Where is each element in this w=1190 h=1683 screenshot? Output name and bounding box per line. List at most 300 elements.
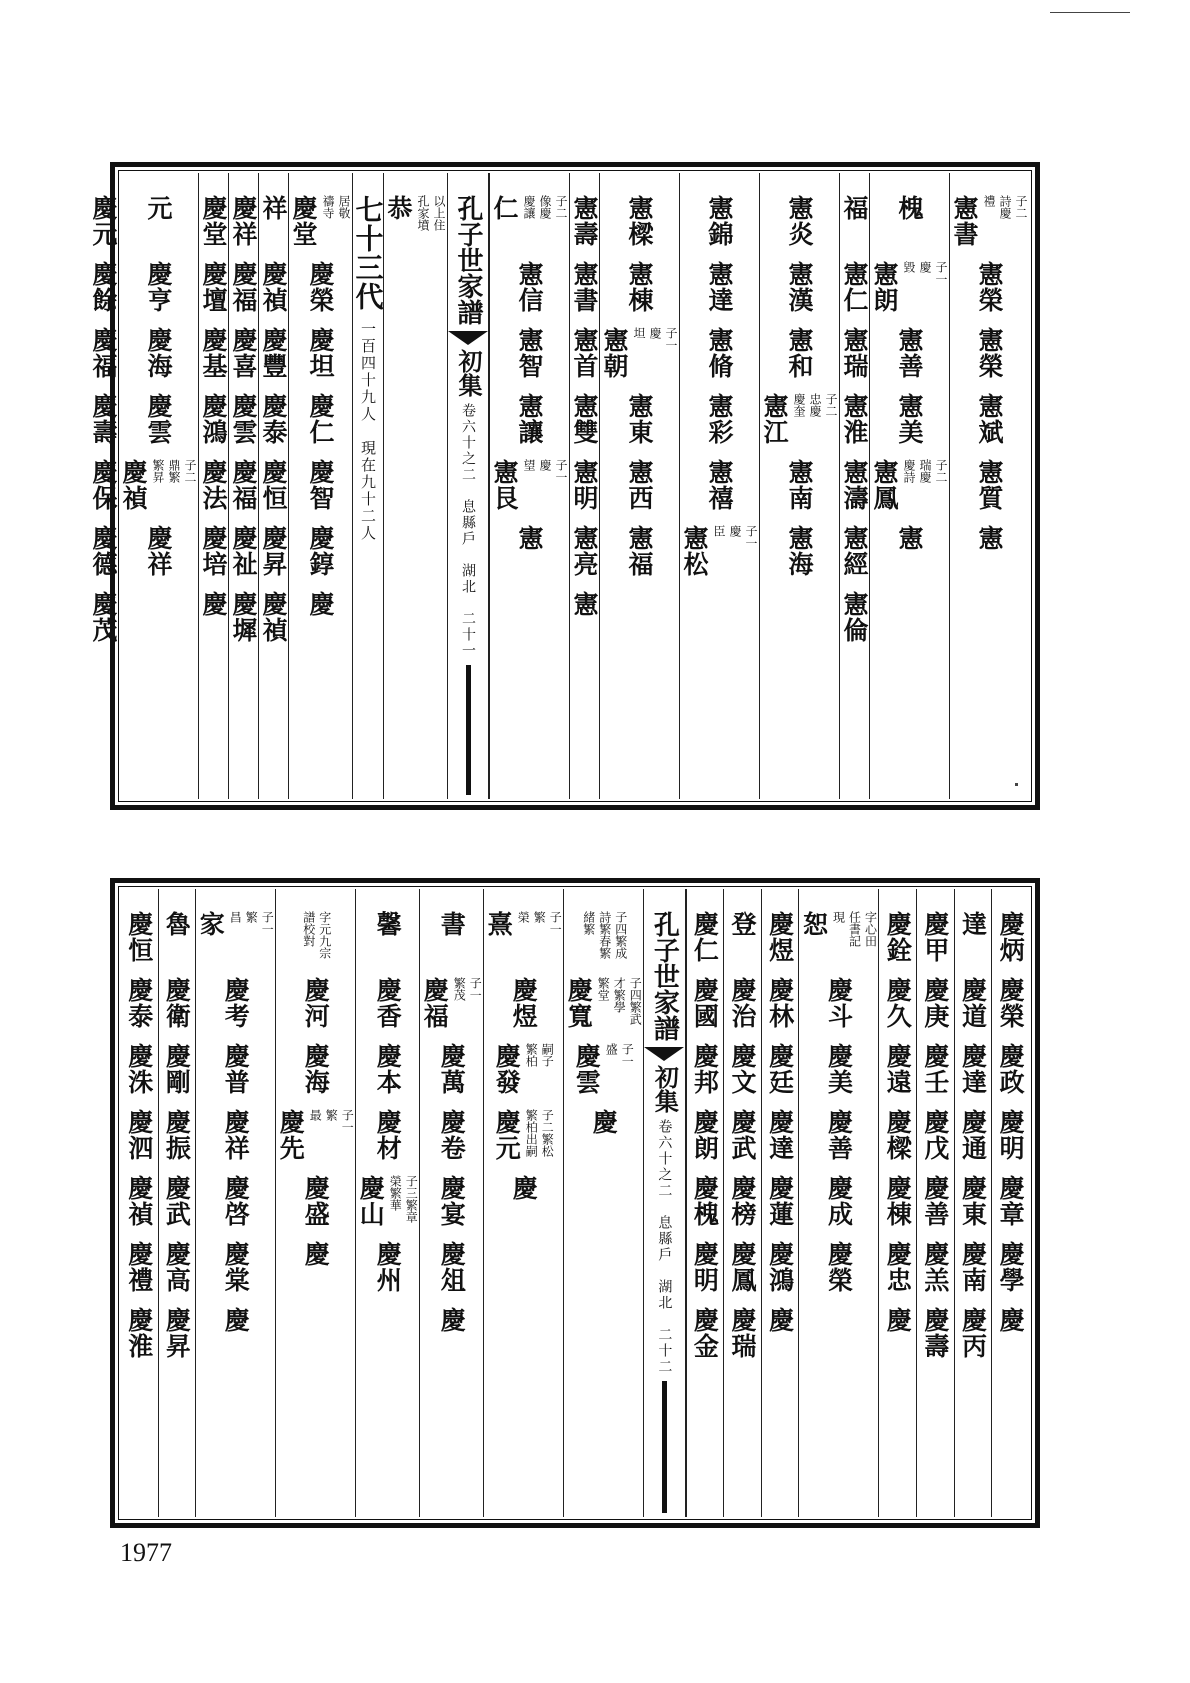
person-name: 慶南 (958, 1241, 988, 1293)
genealogy-entry (959, 1241, 988, 1307)
person-name: 憲炎 (785, 195, 814, 247)
person-name: 慶 (589, 1109, 619, 1135)
annotation-line: 望 (522, 459, 536, 471)
genealogy-entry (996, 1175, 1025, 1241)
person-name: 慶振 (162, 1109, 192, 1161)
person-name: 慶泗 (124, 1109, 154, 1161)
genealogy-entry (125, 911, 154, 977)
person-name: 恕 (799, 911, 829, 937)
genealogy-entry (589, 1109, 618, 1175)
person-name: 慶炳 (996, 911, 1026, 963)
genealogy-entry (690, 1109, 719, 1175)
annotation-line: 繁柏 (524, 1043, 539, 1067)
genealogy-entry (625, 393, 654, 459)
genealogy-entry (996, 977, 1025, 1043)
genealogy-entry (824, 977, 853, 1043)
person-name: 慶瑞 (727, 1307, 757, 1359)
genealogy-entry (351, 195, 385, 311)
genealogy-column (916, 889, 954, 1517)
person-name: 慶 (301, 1241, 331, 1267)
person-name: 慶明 (690, 1241, 720, 1293)
genealogy-entry (306, 591, 335, 657)
person-name: 慶河 (301, 977, 331, 1029)
genealogy-entry (895, 393, 924, 459)
person-name: 憲艮 (490, 459, 519, 511)
person-name: 慶 (306, 591, 335, 617)
person-name: 憲脩 (705, 327, 734, 379)
genealogy-entry (840, 591, 869, 657)
person-name: 慶培 (199, 525, 228, 577)
genealogy-entry (144, 393, 173, 459)
person-name: 慶達 (765, 1109, 795, 1161)
annotation (521, 195, 569, 219)
genealogy-entry (125, 977, 154, 1043)
person-name: 慶 (221, 1307, 251, 1333)
top-page-columns (89, 173, 1029, 799)
genealogy-entry (959, 911, 988, 977)
genealogy-entry (766, 1043, 795, 1109)
genealogy-entry (840, 525, 869, 591)
person-name: 慶福 (229, 261, 258, 313)
person-name: 憲書 (570, 261, 599, 313)
person-name: 慶坦 (306, 327, 335, 379)
genealogy-entry (384, 195, 447, 261)
person-name: 憲榮 (975, 327, 1004, 379)
person-name: 慶泰 (124, 977, 154, 1029)
annotation-line: 任書記 (847, 911, 862, 947)
genealogy-column (489, 173, 569, 799)
person-name: 憲美 (895, 393, 924, 445)
annotation-line: 繁 (532, 911, 547, 923)
person-name: 慶雲 (229, 393, 258, 445)
person-name: 慶亨 (144, 261, 173, 313)
genealogy-entry (705, 261, 734, 327)
genealogy-entry (221, 977, 250, 1043)
person-name: 慶壇 (199, 261, 228, 313)
person-name: 槐 (895, 195, 924, 221)
genealogy-entry (766, 911, 795, 977)
genealogy-column (118, 173, 198, 799)
annotation (415, 195, 447, 231)
genealogy-entry (728, 977, 757, 1043)
annotation-line: 忠慶 (808, 393, 822, 417)
annotation (307, 1109, 355, 1133)
annotation-line: 榮 (516, 911, 531, 923)
genealogy-entry (690, 1175, 719, 1241)
person-name: 憲鳳 (870, 459, 899, 511)
person-name: 慶衛 (162, 977, 192, 1029)
book-title: 孔子世家譜 (453, 195, 483, 325)
person-name: 慶棠 (221, 1241, 251, 1293)
genealogy-entry (921, 1175, 950, 1241)
annotation-line: 榮繁華 (388, 1175, 403, 1211)
genealogy-entry (373, 911, 402, 977)
genealogy-entry (570, 195, 599, 261)
genealogy-entry (625, 459, 654, 525)
person-name: 慶祥 (144, 525, 173, 577)
annotation-line: 子一 (260, 911, 275, 935)
person-name: 慶仁 (306, 393, 335, 445)
person-name: 憲東 (625, 393, 654, 445)
genealogy-entry (509, 1175, 538, 1241)
genealogy-column (759, 173, 839, 799)
annotation (830, 911, 878, 947)
genealogy-entry (996, 1109, 1025, 1175)
genealogy-entry (921, 1307, 950, 1373)
person-name: 憲彩 (705, 393, 734, 445)
genealogy-entry (437, 1175, 466, 1241)
person-name: 慶邦 (690, 1043, 720, 1095)
person-name: 憲亮 (570, 525, 599, 577)
annotation-line: 子三繁章 (404, 1175, 419, 1223)
annotation (227, 911, 275, 935)
genealogy-entry (975, 393, 1004, 459)
person-name: 慶恒 (124, 911, 154, 963)
genealogy-column (158, 889, 196, 1517)
genealogy-entry (199, 459, 228, 525)
annotation-line: 昌 (228, 911, 243, 923)
running-head (447, 173, 489, 799)
genealogy-entry (199, 525, 228, 591)
person-name: 書 (437, 911, 467, 937)
annotation-line: 子四繁武 (628, 977, 643, 1025)
top-page-frame (89, 162, 1040, 810)
genealogy-entry (492, 1109, 555, 1175)
genealogy-entry (301, 1241, 330, 1307)
person-name: 慶錞 (306, 525, 335, 577)
person-name: 慶學 (996, 1241, 1026, 1293)
genealogy-entry (785, 261, 814, 327)
person-name: 慶善 (824, 1109, 854, 1161)
genealogy-entry (883, 1043, 912, 1109)
genealogy-column (839, 173, 869, 799)
person-name: 慶通 (958, 1109, 988, 1161)
genealogy-entry (259, 525, 288, 591)
genealogy-entry (705, 459, 734, 525)
person-name: 憲和 (785, 327, 814, 379)
annotation-line: 慶 (918, 261, 932, 273)
person-name: 慶金 (690, 1307, 720, 1359)
person-name: 憲壽 (570, 195, 599, 247)
genealogy-entry (259, 261, 288, 327)
person-name: 慶宴 (437, 1175, 467, 1227)
person-name: 慶豐 (259, 327, 288, 379)
person-name: 慶槐 (690, 1175, 720, 1227)
genealogy-entry (509, 977, 538, 1043)
person-name: 憲首 (570, 327, 599, 379)
annotation-line: 詩繁春繁 (597, 911, 612, 959)
annotation (595, 977, 643, 1025)
annotation-line: 詩慶 (998, 195, 1012, 219)
person-name: 慶盛 (301, 1175, 331, 1227)
annotation-line: 嗣子 (540, 1043, 555, 1067)
genealogy-entry (420, 977, 483, 1043)
person-name: 憲南 (785, 459, 814, 511)
genealogy-entry (883, 911, 912, 977)
person-name: 慶禎 (259, 261, 288, 313)
genealogy-entry (840, 327, 869, 393)
annotation-line: 子一 (620, 1043, 635, 1067)
annotation (523, 1109, 555, 1157)
person-name: 憲江 (760, 393, 789, 445)
person-name: 慶寬 (564, 977, 594, 1029)
annotation-line: 子一 (934, 261, 948, 285)
person-name: 慶高 (162, 1241, 192, 1293)
person-name: 慶蓮 (765, 1175, 795, 1227)
annotation (603, 1043, 635, 1067)
genealogy-entry (199, 261, 228, 327)
genealogy-entry (959, 977, 988, 1043)
genealogy-entry (883, 977, 912, 1043)
person-name: 慶榜 (727, 1175, 757, 1227)
person-name: 憲質 (975, 459, 1004, 511)
genealogy-entry (975, 327, 1004, 393)
annotation-line: 像慶 (538, 195, 552, 219)
genealogy-entry (373, 1241, 402, 1307)
person-name: 慶道 (958, 977, 988, 1029)
genealogy-entry (259, 393, 288, 459)
person-name: 慶剛 (162, 1043, 192, 1095)
genealogy-entry (125, 1175, 154, 1241)
book-title: 孔子世家譜 (649, 911, 680, 1041)
genealogy-entry (125, 1241, 154, 1307)
genealogy-entry (221, 1109, 250, 1175)
genealogy-entry (356, 1175, 419, 1241)
person-name: 憲福 (625, 525, 654, 577)
genealogy-entry (229, 525, 258, 591)
person-name: 憲朗 (870, 261, 899, 313)
genealogy-entry (437, 1307, 466, 1373)
person-name: 慶泰 (259, 393, 288, 445)
generation-heading: 七十三代 (351, 195, 385, 311)
person-name: 恭 (384, 195, 413, 221)
genealogy-entry (144, 195, 173, 261)
genealogy-entry (760, 393, 839, 459)
person-name: 慶考 (221, 977, 251, 1029)
person-name: 祥 (259, 195, 288, 221)
genealogy-entry (921, 1109, 950, 1175)
genealogy-entry (883, 1307, 912, 1373)
person-name: 慶明 (996, 1109, 1026, 1161)
person-name: 憲仁 (840, 261, 869, 313)
person-name: 慶禎 (259, 591, 288, 643)
bottom-page-columns (121, 889, 1029, 1517)
person-name: 慶禎 (124, 1175, 154, 1227)
genealogy-entry (959, 1307, 988, 1373)
genealogy-entry (199, 393, 228, 459)
genealogy-entry (690, 911, 719, 977)
genealogy-entry (883, 1241, 912, 1307)
person-name: 慶喜 (229, 327, 258, 379)
person-name: 慶戊 (920, 1109, 950, 1161)
genealogy-entry (600, 327, 679, 393)
person-name: 慶堂 (289, 195, 318, 247)
genealogy-entry (437, 1043, 466, 1109)
person-name: 慶東 (958, 1175, 988, 1227)
person-name: 慶祥 (229, 195, 258, 247)
annotation (301, 911, 333, 959)
annotation-line: 子一 (554, 459, 568, 483)
genealogy-column (121, 889, 158, 1517)
genealogy-entry (728, 1109, 757, 1175)
annotation-line: 子一 (340, 1109, 355, 1133)
genealogy-entry (840, 261, 869, 327)
genealogy-entry (625, 261, 654, 327)
person-name: 慶榮 (824, 1241, 854, 1293)
person-name: 慶壬 (920, 1043, 950, 1095)
annotation-line: 慶讓 (522, 195, 536, 219)
genealogy-entry (515, 393, 544, 459)
annotation-line: 繁昇 (151, 459, 165, 483)
annotation-line: 孔家墳 (416, 195, 430, 231)
genealogy-entry (221, 1241, 250, 1307)
genealogy-entry (883, 1109, 912, 1175)
annotation-line: 繁茂 (452, 977, 467, 1001)
genealogy-entry (840, 459, 869, 525)
person-name: 慶鴻 (199, 393, 228, 445)
genealogy-entry (705, 393, 734, 459)
genealogy-entry (690, 1043, 719, 1109)
genealogy-entry (728, 1175, 757, 1241)
genealogy-entry (144, 327, 173, 393)
genealogy-entry (306, 525, 335, 591)
genealogy-entry (996, 1043, 1025, 1109)
genealogy-entry (490, 459, 569, 525)
person-name: 憲禧 (705, 459, 734, 511)
genealogy-entry (840, 393, 869, 459)
person-name: 慶法 (199, 459, 228, 511)
genealogy-entry (921, 911, 950, 977)
genealogy-entry (437, 1241, 466, 1307)
person-name: 慶政 (996, 1043, 1026, 1095)
genealogy-column (483, 889, 563, 1517)
person-name: 慶洙 (124, 1043, 154, 1095)
person-name: 慶啓 (221, 1175, 251, 1227)
person-name: 憲書 (950, 195, 979, 247)
person-name: 慶禮 (124, 1241, 154, 1293)
annotation (631, 327, 679, 351)
genealogy-entry (144, 525, 173, 591)
annotation (150, 459, 198, 483)
genealogy-entry (570, 261, 599, 327)
person-name: 慶堂 (199, 195, 228, 247)
person-name: 慶祉 (229, 525, 258, 577)
person-name: 慶昇 (162, 1307, 192, 1359)
genealogy-column (258, 173, 288, 799)
person-name: 慶武 (727, 1109, 757, 1161)
genealogy-entry (766, 1241, 795, 1307)
genealogy-entry (229, 261, 258, 327)
genealogy-entry (705, 195, 734, 261)
annotation-line: 子二 (183, 459, 197, 483)
genealogy-entry (570, 525, 599, 591)
bottom-page-frame (110, 878, 1040, 1528)
genealogy-entry (259, 327, 288, 393)
person-name: 慶俎 (437, 1241, 467, 1293)
genealogy-entry (437, 1109, 466, 1175)
genealogy-entry (690, 977, 719, 1043)
person-name: 慶智 (306, 459, 335, 511)
genealogy-entry (921, 1043, 950, 1109)
annotation-line: 子一 (548, 911, 563, 935)
person-name: 憲斌 (975, 393, 1004, 445)
person-name: 憲漢 (785, 261, 814, 313)
person-name: 憲 (895, 525, 924, 551)
genealogy-entry (766, 1307, 795, 1373)
person-name: 慶美 (824, 1043, 854, 1095)
person-name: 慶雲 (572, 1043, 602, 1095)
genealogy-entry (690, 1241, 719, 1307)
genealogy-column (723, 889, 761, 1517)
genealogy-entry (870, 261, 949, 327)
person-name: 慶甲 (920, 911, 950, 963)
genealogy-entry (728, 1043, 757, 1109)
genealogy-entry (680, 525, 759, 591)
genealogy-entry (306, 459, 335, 525)
genealogy-column (195, 889, 275, 1517)
person-name: 慶壽 (89, 393, 118, 445)
genealogy-entry (229, 459, 258, 525)
annotation-line: 子二 (1014, 195, 1028, 219)
annotation-line: 坦 (632, 327, 646, 339)
genealogy-entry (975, 261, 1004, 327)
genealogy-entry (975, 525, 1004, 591)
genealogy-column (228, 173, 258, 799)
person-name: 仁 (490, 195, 519, 221)
person-name: 慶斗 (824, 977, 854, 1029)
person-name: 憲倫 (840, 591, 869, 643)
genealogy-entry (975, 459, 1004, 525)
person-name: 慶海 (301, 1043, 331, 1095)
person-name: 慶 (437, 1307, 467, 1333)
person-name: 慶萬 (437, 1043, 467, 1095)
person-name: 慶州 (373, 1241, 403, 1293)
genealogy-column (679, 173, 759, 799)
annotation-line: 居敬 (337, 195, 351, 219)
person-name: 福 (840, 195, 869, 221)
genealogy-entry (824, 1175, 853, 1241)
genealogy-entry (306, 327, 335, 393)
annotation (320, 195, 352, 219)
genealogy-column (352, 173, 383, 799)
person-name: 憲松 (680, 525, 709, 577)
genealogy-entry (301, 1175, 330, 1241)
annotation-line: 慶 (538, 459, 552, 471)
person-name: 慶元 (492, 1109, 522, 1161)
genealogy-entry (162, 1307, 191, 1373)
genealogy-entry (196, 911, 275, 977)
annotation-line: 慶詩 (902, 459, 916, 483)
person-name: 慶墀 (229, 591, 258, 643)
genealogy-entry (625, 525, 654, 591)
genealogy-entry (276, 1109, 355, 1175)
annotation (901, 459, 949, 483)
genealogy-entry (921, 1241, 950, 1307)
person-name: 憲雙 (570, 393, 599, 445)
genealogy-column (563, 889, 643, 1517)
annotation-line: 子一 (744, 525, 758, 549)
genealogy-column (686, 889, 724, 1517)
person-name: 慶祥 (221, 1109, 251, 1161)
person-name: 慶茂 (89, 591, 118, 643)
person-name: 慶治 (727, 977, 757, 1029)
person-name: 慶仁 (690, 911, 720, 963)
genealogy-entry (221, 1307, 250, 1373)
person-name: 慶章 (996, 1175, 1026, 1227)
genealogy-column (89, 173, 118, 799)
genealogy-entry (492, 1043, 555, 1109)
person-name: 慶禎 (119, 459, 148, 511)
